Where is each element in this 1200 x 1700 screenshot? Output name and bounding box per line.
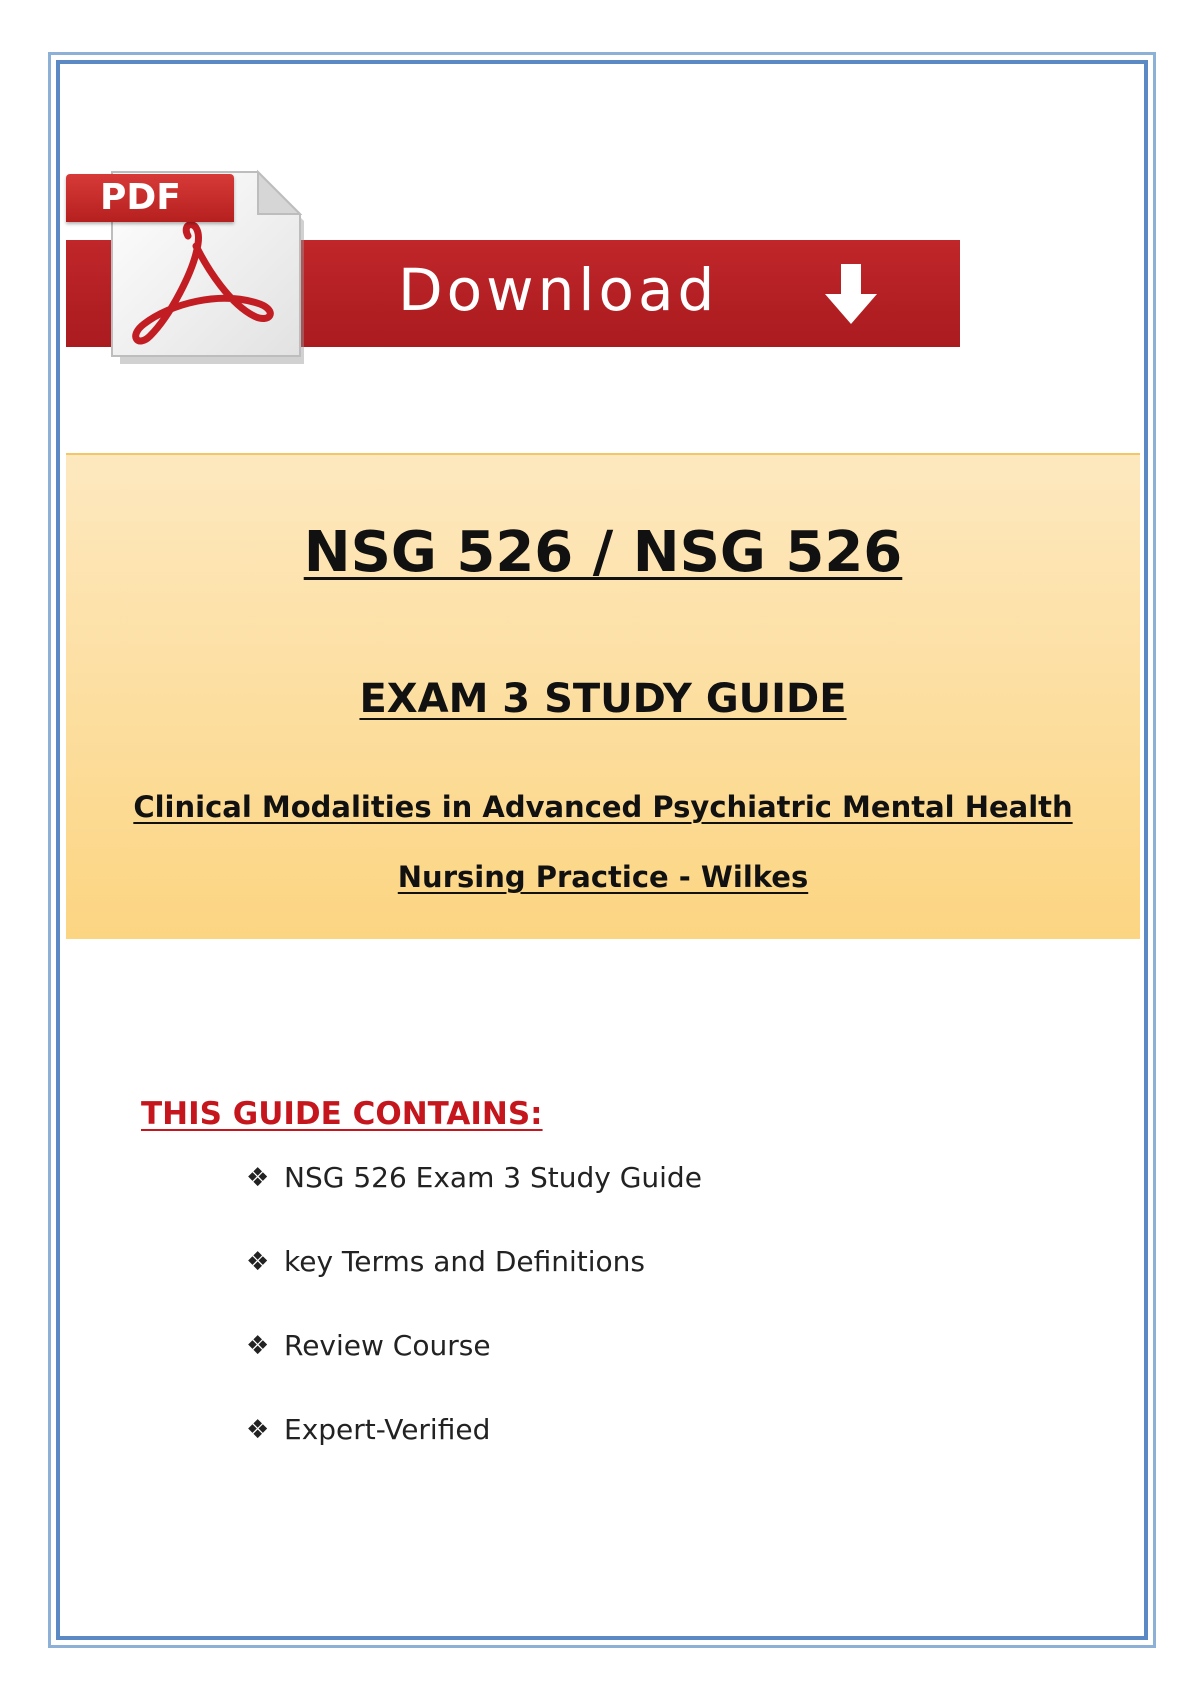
list-item bbox=[246, 1326, 702, 1410]
course-title: NSG 526 / NSG 526 bbox=[303, 520, 903, 585]
subtitle-line-1: Clinical Modalities in Advanced Psychiatric Mental Health bbox=[133, 790, 1073, 824]
download-label[interactable]: Download bbox=[398, 256, 719, 324]
list-item-text: Review Course bbox=[284, 1329, 491, 1362]
down-arrow-icon[interactable] bbox=[815, 258, 887, 330]
exam-title: EXAM 3 STUDY GUIDE bbox=[359, 676, 847, 722]
bullet-icon: ❖ bbox=[246, 1163, 270, 1193]
pdf-badge-label: PDF bbox=[100, 177, 181, 218]
bullet-icon: ❖ bbox=[246, 1247, 270, 1277]
list-item-text: key Terms and Definitions bbox=[284, 1245, 646, 1278]
contents-heading: THIS GUIDE CONTAINS: bbox=[141, 1096, 543, 1132]
list-item bbox=[246, 1242, 702, 1326]
subtitle-line-2: Nursing Practice - Wilkes bbox=[397, 860, 809, 894]
list-item bbox=[246, 1410, 702, 1494]
list-item-text: NSG 526 Exam 3 Study Guide bbox=[284, 1161, 702, 1194]
list-item-text: Expert-Verified bbox=[284, 1413, 491, 1446]
contents-list bbox=[246, 1158, 702, 1494]
list-item bbox=[246, 1158, 702, 1242]
bullet-icon: ❖ bbox=[246, 1415, 270, 1445]
bullet-icon: ❖ bbox=[246, 1331, 270, 1361]
